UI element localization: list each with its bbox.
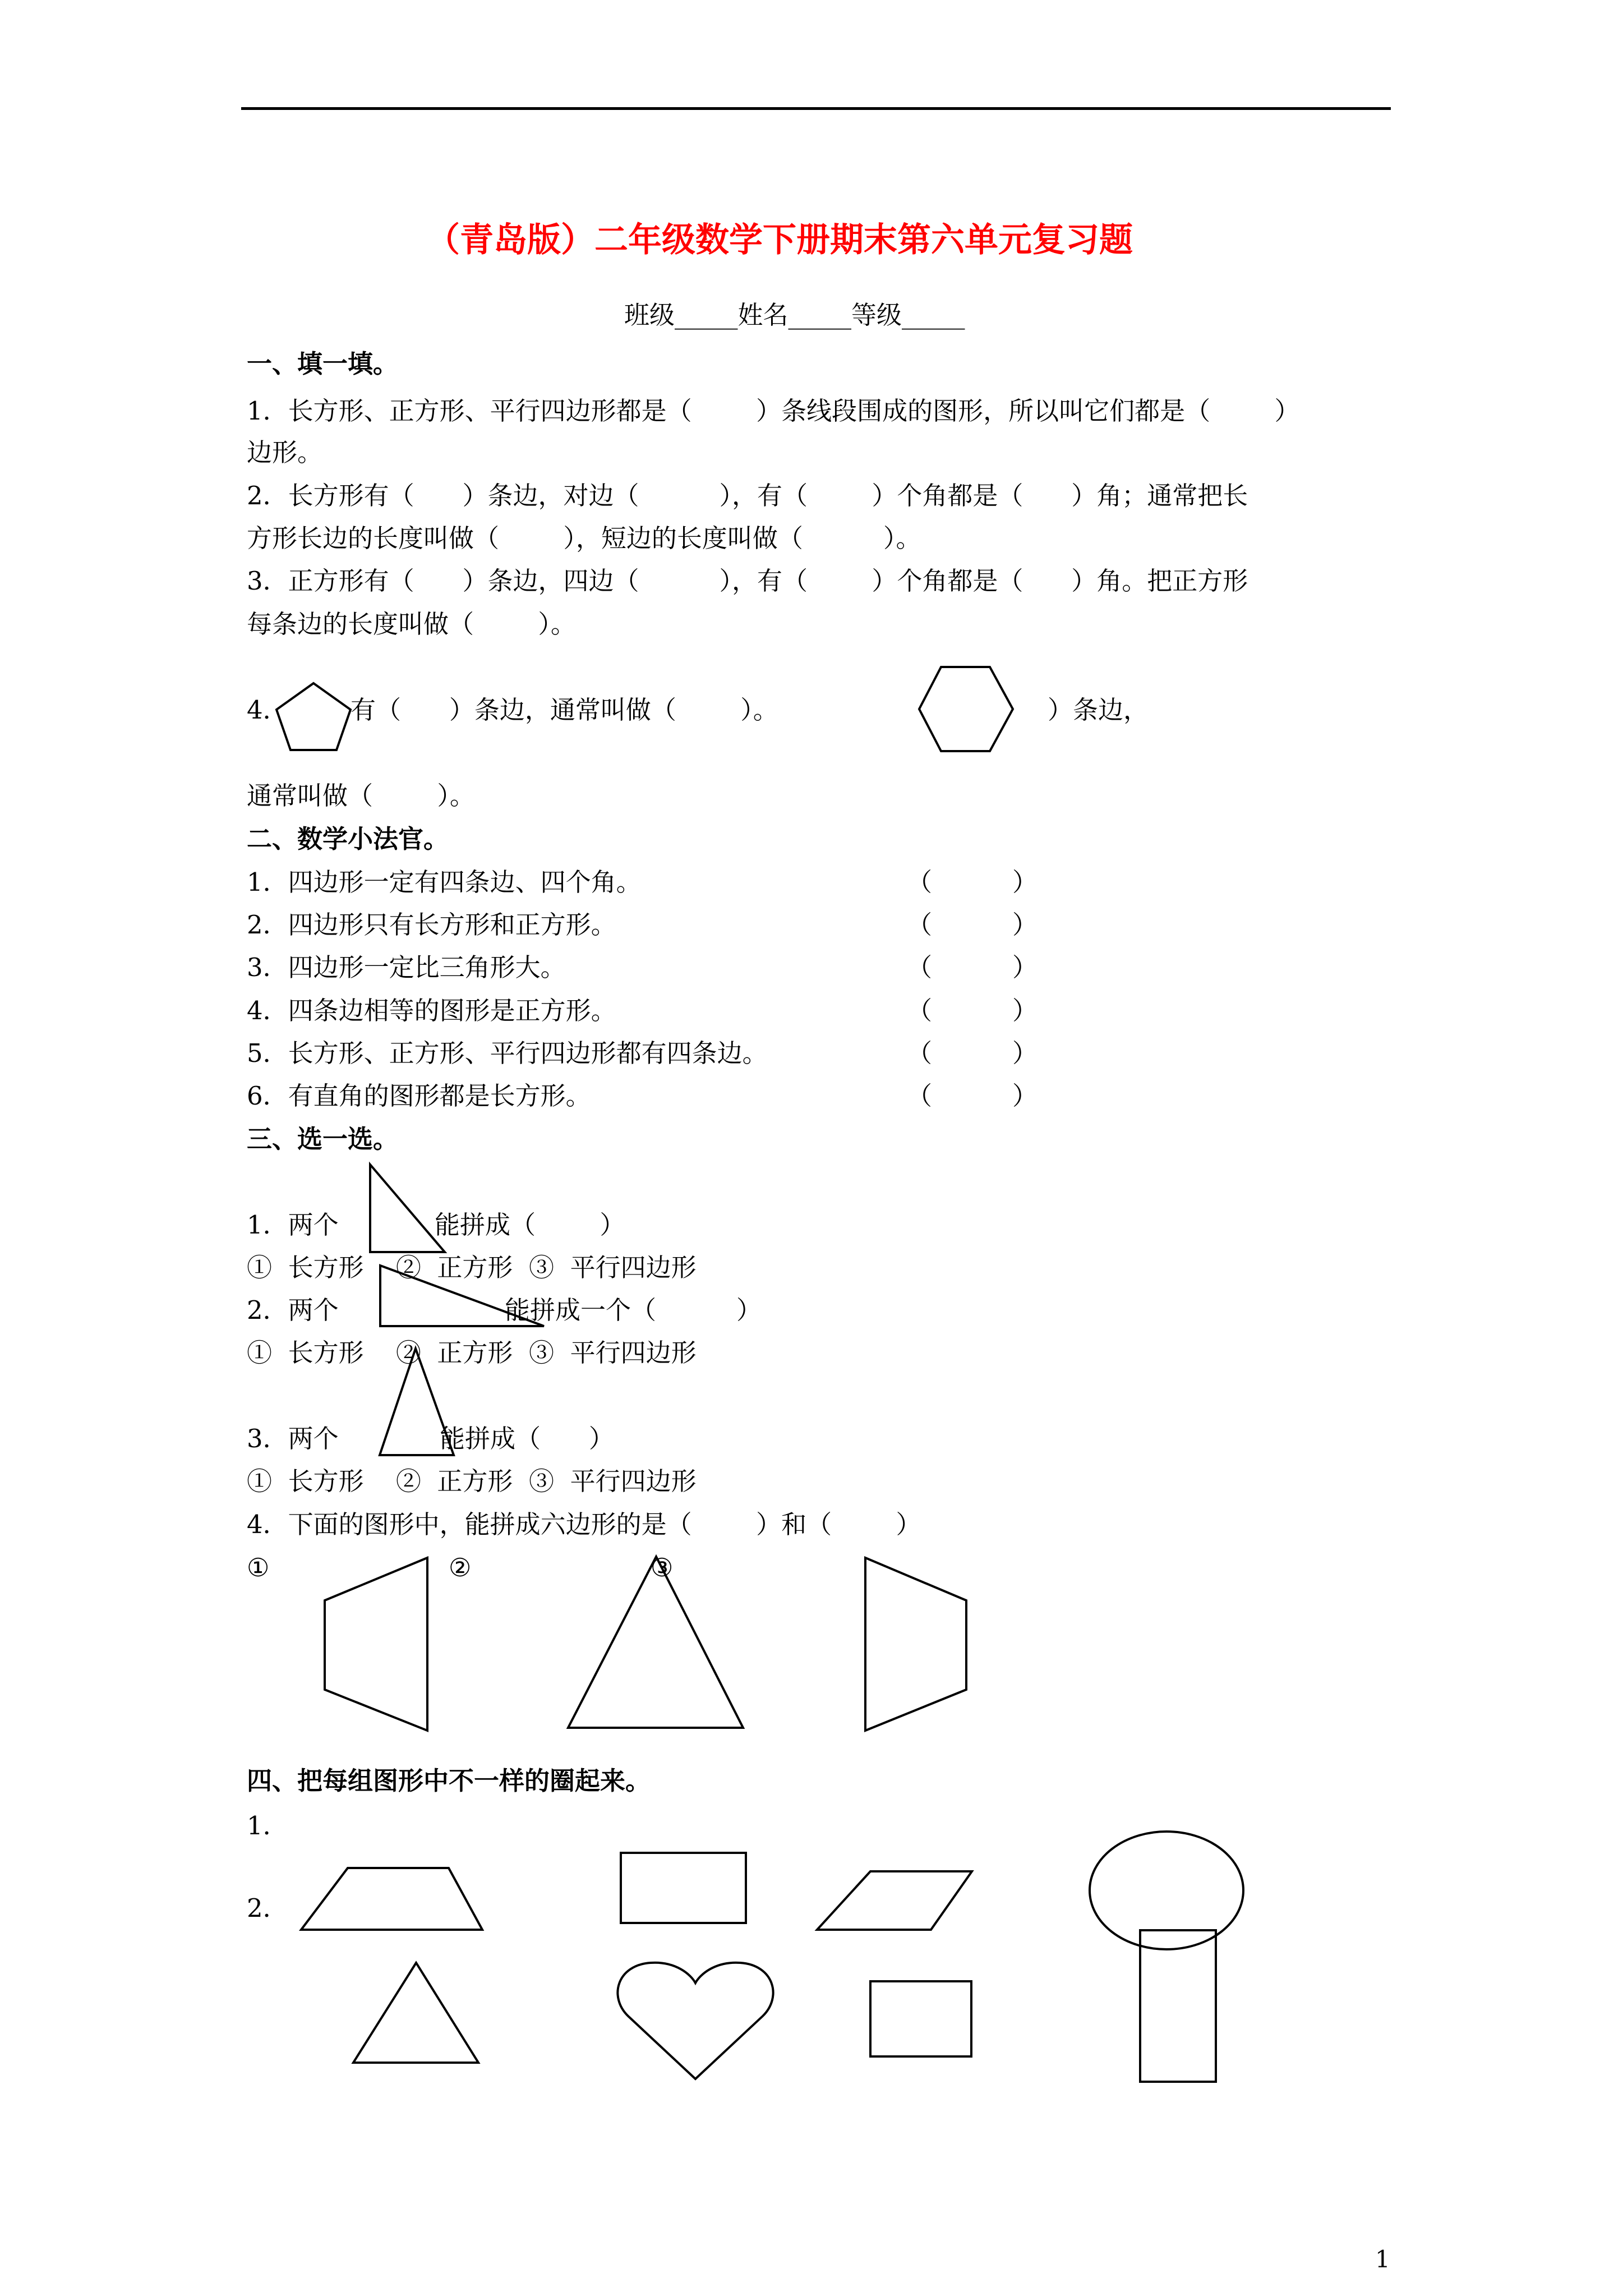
s4-q2: 2． [247, 1893, 288, 1923]
section2-heading: 二、数学小法官。 [247, 824, 449, 854]
s1-q3-line1: 3．正方形有（ ）条边，四边（ ），有（ ）个角都是（ ）角。把正方形 [247, 566, 1248, 596]
s1-q2-line2: 方形长边的长度叫做（ ），短边的长度叫做（ ）。 [247, 523, 921, 553]
s2-item-2: 2．四边形只有长方形和正方形。 [247, 910, 616, 940]
s1-q4-line2: 通常叫做（ ）。 [247, 781, 475, 811]
tall-rectangle-icon [0, 0, 1, 1]
s3-q2-a: 2．两个 [247, 1295, 339, 1325]
s3-q4-mark-1: ① [247, 1553, 270, 1582]
s2-item-2-blank: （ ） [907, 910, 1038, 940]
page-title: （青岛版）二年级数学下册期末第六单元复习题 [426, 220, 1133, 260]
s2-item-3: 3．四边形一定比三角形大。 [247, 953, 566, 982]
s3-q3-a: 3．两个 [247, 1424, 339, 1453]
section3-heading: 三、选一选。 [247, 1124, 399, 1154]
s2-item-6-blank: （ ） [907, 1081, 1038, 1111]
section1-heading: 一、填一填。 [247, 349, 399, 379]
s3-q4-mark-3: ③ [651, 1553, 674, 1582]
s1-q1-line1: 1．长方形、正方形、平行四边形都是（ ）条线段围成的图形，所以叫它们都是（ ） [247, 396, 1300, 426]
s3-q4-mark-2: ② [449, 1553, 472, 1582]
s2-item-5: 5．长方形、正方形、平行四边形都有四条边。 [247, 1038, 768, 1068]
s2-item-4: 4．四条边相等的图形是正方形。 [247, 996, 616, 1025]
s2-item-3-blank: （ ） [907, 953, 1038, 982]
s1-q4-text-a: 有（ ）条边，通常叫做（ ）。 [351, 695, 778, 725]
info-line: 班级_____姓名_____等级_____ [624, 300, 965, 330]
s2-item-4-blank: （ ） [907, 996, 1038, 1025]
s3-q3-options: ① 长方形 ② 正方形 ③ 平行四边形 [247, 1466, 697, 1496]
s3-q3-b: 能拼成（ ） [440, 1424, 614, 1453]
s1-q3-line2: 每条边的长度叫做（ ）。 [247, 609, 576, 639]
s3-q2-options: ① 长方形 ② 正方形 ③ 平行四边形 [247, 1338, 697, 1368]
s3-q4: 4．下面的图形中，能拼成六边形的是（ ）和（ ） [247, 1510, 921, 1539]
s3-q2-b: 能拼成一个（ ） [505, 1295, 762, 1325]
s3-q1-b: 能拼成（ ） [435, 1210, 625, 1240]
s2-item-5-blank: （ ） [907, 1038, 1038, 1068]
page-number: 1 [1375, 2246, 1390, 2273]
s3-q1-a: 1．两个 [247, 1210, 339, 1240]
s4-q1: 1． [247, 1811, 288, 1841]
s3-q1-options: ① 长方形 ② 正方形 ③ 平行四边形 [247, 1253, 697, 1282]
s2-item-6: 6．有直角的图形都是长方形。 [247, 1081, 591, 1111]
header-rule [241, 107, 1391, 110]
s1-q1-line2: 边形。 [247, 438, 323, 467]
s2-item-1: 1．四边形一定有四条边、四个角。 [247, 867, 642, 897]
s1-q2-line1: 2．长方形有（ ）条边，对边（ ），有（ ）个角都是（ ）角；通常把长 [247, 481, 1248, 510]
s1-q4-num: 4． [247, 695, 288, 725]
section4-heading: 四、把每组图形中不一样的圈起来。 [247, 1766, 651, 1796]
s1-q4-text-b: ）条边， [1048, 695, 1149, 725]
s2-item-1-blank: （ ） [907, 867, 1038, 897]
